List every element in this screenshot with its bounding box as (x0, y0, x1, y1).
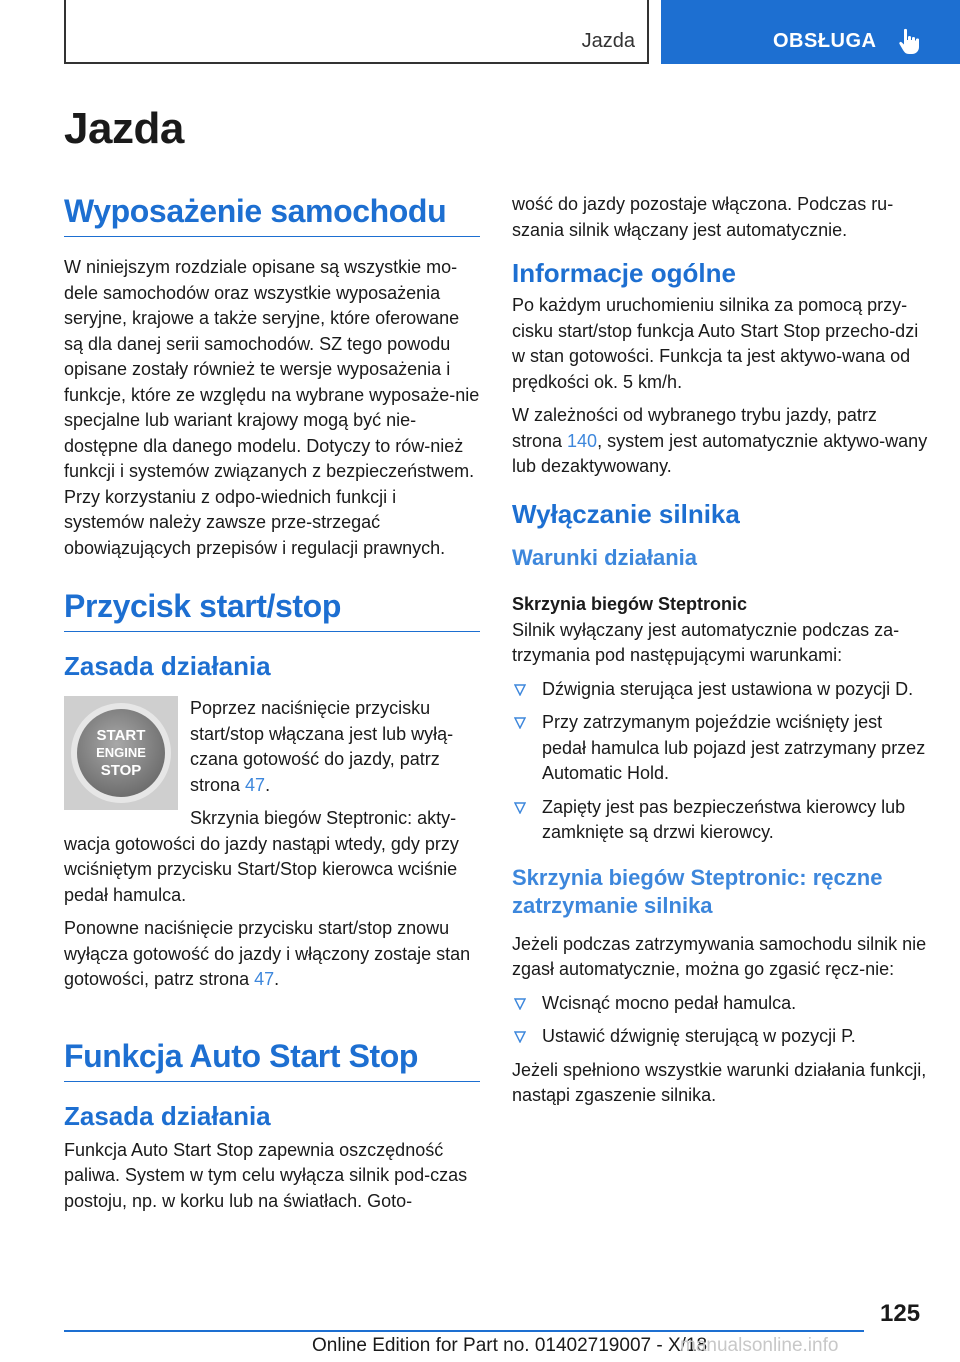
list-item: Przy zatrzymanym pojeździe wciśnięty jest pedał hamulca lub pojazd jest zatrzymany przez Automatic Hold. (512, 710, 928, 787)
header-chapter-tab[interactable] (661, 0, 960, 64)
conditions-list (512, 677, 928, 846)
button-text-line-1: START (96, 727, 146, 744)
list-item: Dźwignia sterująca jest ustawiona w pozycji D. (512, 677, 928, 703)
manual-stop-list (512, 991, 928, 1050)
triangle-bullet-icon (514, 684, 526, 696)
paragraph-continued: wość do jazdy pozostaje włączona. Podczas ru-szania silnik włączany jest automatycznie. (512, 194, 894, 240)
paragraph-manual-stop: Jeżeli podczas zatrzymywania samochodu silnik nie zgasł automatycznie, można go zgasić ręcz-nie: (512, 933, 927, 979)
paragraph-general-info-2: W zależności od wybranego trybu jazdy, patrz strona 140, system jest automatycznie aktywo-wany lub dezaktywowany. (512, 405, 928, 476)
list-item: Ustawić dźwignię sterującą w pozycji P. (512, 1024, 928, 1050)
subheading-steptronic: Skrzynia biegów Steptronic (512, 593, 748, 614)
start-engine-stop-button-icon (64, 696, 178, 810)
paragraph-start-stop-3: Ponowne naciśnięcie przycisku start/stop znowu wyłącza gotowość do jazdy i włączony zostaje stan gotowości, patrz strona 47. (64, 918, 471, 989)
start-stop-button-image (64, 696, 178, 810)
hand-pointer-icon (895, 26, 925, 56)
header-section-box (64, 0, 649, 64)
watermark-brand: manualsonline.info (680, 1335, 839, 1356)
header-chapter-label: OBSŁUGA (773, 30, 877, 52)
paragraph-final: Jeżeli spełniono wszystkie warunki działania funkcji, nastąpi zgaszenie silnika. (512, 1059, 927, 1105)
page-number: 125 (880, 1300, 921, 1327)
triangle-bullet-icon (514, 802, 526, 814)
section-heading-equipment: Wyposażenie samochodu (64, 192, 480, 237)
subheading-general-info: Informacje ogólne (512, 258, 736, 288)
subheading-principle-2: Zasada działania (64, 1100, 271, 1131)
paragraph-start-stop-1: Poprzez naciśnięcie przycisku start/stop włączana jest lub wyłą-czana gotowość do jazdy, patrz strona 47. (190, 698, 454, 795)
right-column (512, 192, 928, 1117)
page-link-140[interactable]: 140 (567, 430, 598, 451)
page-link-47b[interactable]: 47 (254, 969, 275, 989)
button-text-line-2: ENGINE (96, 745, 146, 760)
paragraph-general-info-1: Po każdym uruchomieniu silnika za pomocą przy-cisku start/stop funkcja Auto Start Stop przecho-dzi w stan gotowości. Funkcja ta jest aktywo-wana od prędkości ok. 5 km/h. (512, 295, 919, 392)
page-title: Jazda (64, 104, 184, 153)
section-heading-auto-start-stop: Funkcja Auto Start Stop (64, 1037, 480, 1082)
subheading-engine-off: Wyłączanie silnika (512, 498, 740, 529)
paragraph-start-stop-2: Skrzynia biegów Steptronic: akty-wacja gotowości do jazdy nastąpi wtedy, gdy przy wciśniętym przycisku Start/Stop kierowca wciśnie pedał hamulca. (64, 808, 459, 905)
paragraph-auto-start-stop: Funkcja Auto Start Stop zapewnia oszczędność paliwa. System w tym celu wyłącza silnik pod-czas postoju, np. w korku lub na światłach. Goto- (64, 1139, 468, 1211)
left-column (64, 192, 480, 1222)
list-item: Zapięty jest pas bezpieczeństwa kierowcy lub zamknięte są drzwi kierowcy. (512, 795, 928, 846)
triangle-bullet-icon (514, 998, 526, 1010)
button-text-line-3: STOP (100, 762, 142, 779)
section-heading-start-stop: Przycisk start/stop (64, 587, 480, 632)
footer-divider (64, 1330, 864, 1332)
list-item: Wcisnąć mocno pedał hamulca. (512, 991, 928, 1017)
subheading-principle-1: Zasada działania (64, 651, 271, 681)
subheading-conditions: Warunki działania (512, 544, 698, 570)
footer-edition: Online Edition for Part no. 01402719007 - X/18 (312, 1335, 708, 1356)
header-section-label: Jazda (581, 30, 635, 52)
paragraph-equipment: W niniejszym rozdziale opisane są wszystkie mo-dele samochodów oraz wszystkie wyposażenia seryjne, krajowe a także seryjne, które oferowane są dla danej serii samochodów. SZ tego powodu opisane zostały również te wersje wyposażenia i funkcje, które ze względu na wybrane wyposaże-nie specjalne lub wariant krajowy mogą być nie-dostępne dla danego modelu. Dotyczy to rów-nież funkcji i systemów związanych z bezpieczeństwem. Przy korzystaniu z odpo-wiednich funkcji i systemów należy zawsze prze-strzegać obowiązujących przepisów i regulacji prawnych. (64, 257, 480, 558)
paragraph-steptronic: Silnik wyłączany jest automatycznie podczas za-trzymania pod następującymi warunkami: (512, 619, 900, 665)
triangle-bullet-icon (514, 1031, 526, 1043)
page-link-47[interactable]: 47 (245, 774, 266, 795)
subheading-manual-stop: Skrzynia biegów Steptronic: ręczne zatrzymanie silnika (512, 864, 883, 918)
triangle-bullet-icon (514, 717, 526, 729)
